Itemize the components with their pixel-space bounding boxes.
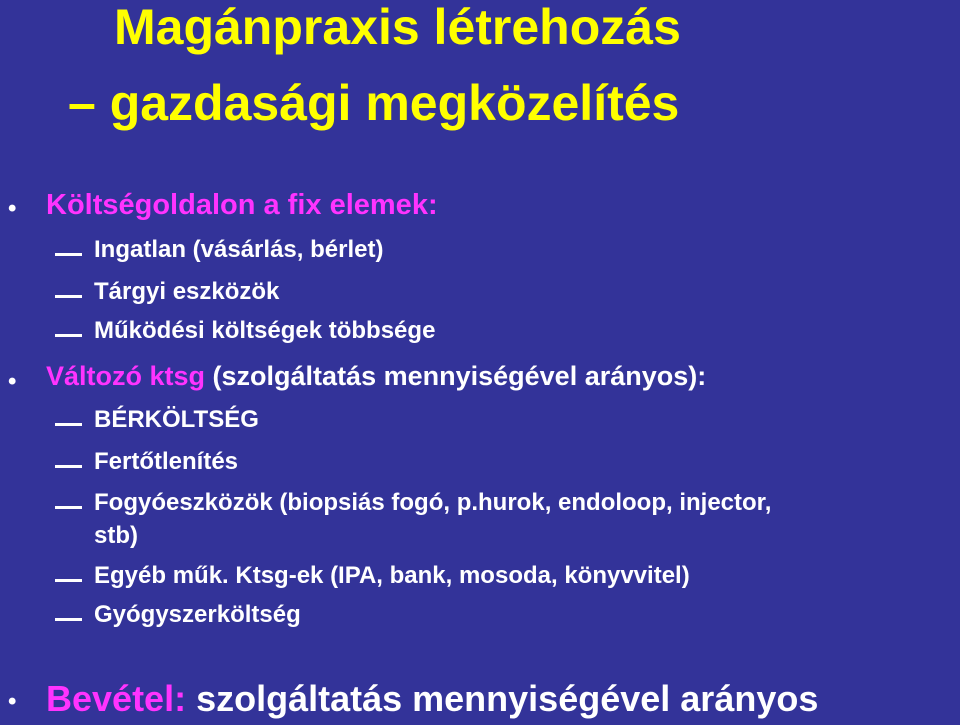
dash-marker <box>55 465 82 468</box>
variable-item-consumables: Fogyóeszközök (biopsiás fogó, p.hurok, endoloop, injector, <box>94 489 772 516</box>
income-heading-label: Bevétel: <box>46 678 187 719</box>
fixed-item-assets: Tárgyi eszközök <box>94 278 280 305</box>
bullet-fixed-costs: • <box>8 195 17 222</box>
fixed-item-operating: Működési költségek többsége <box>94 317 436 344</box>
fixed-costs-heading: Költségoldalon a fix elemek: <box>46 189 438 221</box>
variable-item-disinfection: Fertőtlenítés <box>94 448 239 475</box>
fixed-item-property: Ingatlan (vásárlás, bérlet) <box>94 236 384 263</box>
variable-item-wages: BÉRKÖLTSÉG <box>94 406 259 433</box>
income-heading <box>46 678 819 719</box>
variable-item-consumables-cont: stb) <box>94 522 138 549</box>
dash-marker <box>55 506 82 509</box>
dash-marker <box>55 295 82 298</box>
variable-costs-heading <box>46 363 706 390</box>
slide-title-line-2: – gazdasági megközelítés <box>68 75 680 131</box>
bullet-variable-costs: • <box>8 368 17 395</box>
dash-marker <box>55 253 82 256</box>
variable-item-other-operating: Egyéb műk. Ktsg-ek (IPA, bank, mosoda, könyvvitel) <box>94 562 690 589</box>
dash-marker <box>55 618 82 621</box>
slide-title-line-1: Magánpraxis létrehozás <box>114 0 681 55</box>
bullet-income: • <box>8 688 17 715</box>
dash-marker <box>55 334 82 337</box>
dash-marker <box>55 579 82 582</box>
dash-marker <box>55 423 82 426</box>
variable-item-medication: Gyógyszerköltség <box>94 601 301 628</box>
variable-costs-heading-rest: (szolgáltatás mennyiségével arányos): <box>212 361 707 391</box>
income-heading-rest: szolgáltatás mennyiségével arányos <box>196 678 819 719</box>
variable-costs-heading-label: Változó ktsg <box>46 361 206 391</box>
